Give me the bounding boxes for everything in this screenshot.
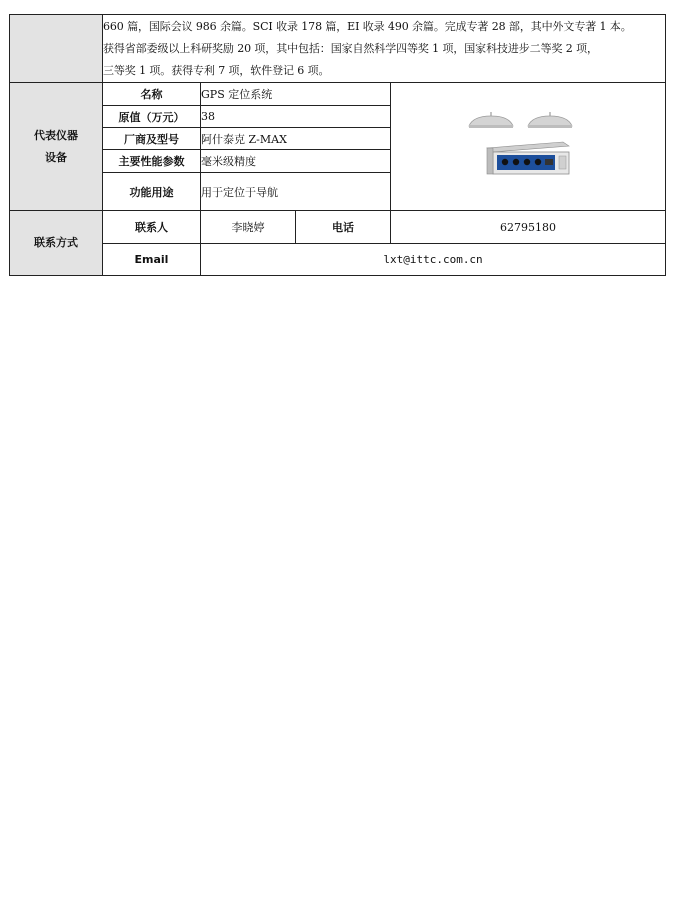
contact-section-label: 联系方式 <box>10 211 103 276</box>
instrument-specs-value: 毫米级精度 <box>201 150 391 173</box>
gps-receiver-photo-icon <box>463 110 593 184</box>
instrument-image-cell <box>391 83 666 211</box>
instrument-value-label: 原值（万元） <box>103 106 201 128</box>
instrument-maker-value: 阿什泰克 Z-MAX <box>201 128 391 150</box>
instrument-usage-value: 用于定位于导航 <box>201 173 391 211</box>
instrument-section-label-line1: 代表仪器 <box>34 128 78 142</box>
contact-person-value: 李晓婷 <box>201 211 296 244</box>
intro-side-cell <box>10 15 103 83</box>
instrument-value-value: 38 <box>201 106 391 128</box>
intro-paragraph <box>103 15 666 83</box>
contact-email-value[interactable]: lxt@ittc.com.cn <box>201 244 666 276</box>
instrument-name-label: 名称 <box>103 83 201 106</box>
info-table <box>9 14 666 276</box>
intro-line-1: 660 篇，国际会议 986 余篇。SCI 收录 178 篇，EI 收录 490 余篇。完成专著 28 部，其中外文专著 1 本。 <box>103 19 632 33</box>
intro-line-2: 获得省部委级以上科研奖励 20 项，其中包括：国家自然科学四等奖 1 项，国家科技进步二等奖 2 项， <box>103 41 598 55</box>
contact-email-label: Email <box>103 244 201 276</box>
contact-phone-value: 62795180 <box>391 211 666 244</box>
instrument-usage-label: 功能用途 <box>103 173 201 211</box>
contact-person-label: 联系人 <box>103 211 201 244</box>
instrument-section-label-line2: 设备 <box>45 150 67 164</box>
instrument-specs-label: 主要性能参数 <box>103 150 201 173</box>
instrument-maker-label: 厂商及型号 <box>103 128 201 150</box>
contact-phone-label: 电话 <box>296 211 391 244</box>
intro-line-3: 三等奖 1 项。获得专利 7 项，软件登记 6 项。 <box>103 63 330 77</box>
instrument-section-label <box>10 83 103 211</box>
instrument-name-value: GPS 定位系统 <box>201 83 391 106</box>
